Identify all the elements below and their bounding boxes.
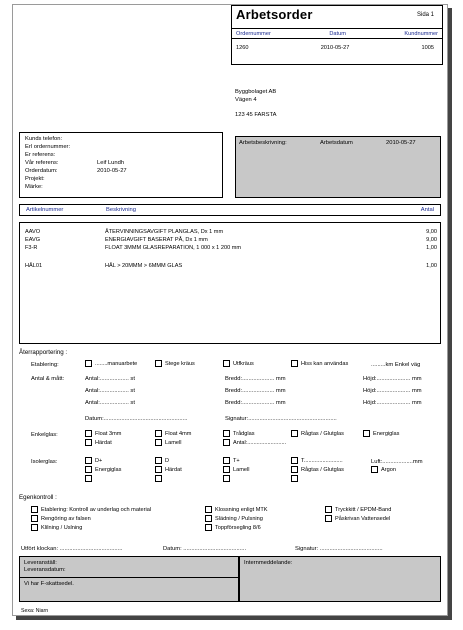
checkbox[interactable] (223, 457, 230, 464)
option-label: Härdat (95, 439, 112, 446)
hojd-field[interactable]: Höjd:..................... mm (363, 400, 422, 406)
checkbox[interactable] (205, 506, 212, 513)
info-value: Leif Lundh (97, 160, 125, 166)
info-label: Vår referens: (25, 160, 59, 166)
option-label: Energiglas (95, 466, 122, 473)
article-number: F3-R (25, 245, 38, 251)
delivery-box (19, 556, 239, 602)
checkbox[interactable] (155, 466, 162, 473)
option-label: Klilning / Uslning (41, 524, 83, 531)
document-title: Arbetsorder (236, 7, 313, 22)
etablering-label: Etablering: (31, 362, 59, 368)
option-label: Float 4mm (165, 430, 192, 437)
header-columns (232, 28, 442, 39)
article-desc: ÅTERVINNINGSAVGIFT PLANGLAS, Dx 1 mm (105, 229, 224, 235)
option-label: Toppförsegling 8/6 (215, 524, 261, 531)
checkbox[interactable] (155, 475, 162, 482)
checkbox[interactable] (223, 439, 230, 446)
option-label: Float 3mm (95, 430, 122, 437)
option-label: Härdat (165, 466, 182, 473)
option-label: T+ (233, 457, 240, 464)
info-label: Erl ordernummer: (25, 144, 71, 150)
col-beskrivning: Beskrivning (106, 207, 136, 213)
footer-datum-field[interactable]: Datum: ....................................... (163, 546, 247, 552)
antal-label: Antal & mått: (31, 376, 65, 382)
article-qty: 1,00 (426, 245, 437, 251)
checkbox[interactable] (31, 515, 38, 522)
checkbox[interactable] (325, 506, 332, 513)
work-order-page (12, 4, 448, 616)
f-skatt-note: Vi har F-skattsedel. (24, 581, 74, 587)
aterrapp-title: Återrapportering : (19, 349, 68, 356)
footer-signatur-field[interactable]: Signatur: ....................................... (295, 546, 383, 552)
option-label: Rengöring av falsen (41, 515, 91, 522)
checkbox[interactable] (155, 439, 162, 446)
divider (20, 577, 238, 578)
article-number: AAVO (25, 229, 41, 235)
internal-message-box (239, 556, 441, 602)
option-label: Slädning / Pulsning (215, 515, 263, 522)
option-label: Rågtas / Glutglas (301, 430, 344, 437)
option-label: T......................... (301, 457, 343, 464)
antal-field[interactable]: Antal:.................. st (85, 376, 135, 382)
info-label: Kunds telefon: (25, 136, 63, 142)
option-label: Antal:......................... (233, 439, 287, 446)
checkbox[interactable] (223, 475, 230, 482)
order-info-box (19, 132, 223, 198)
work-date-value: 2010-05-27 (386, 140, 416, 146)
option-label: Stege kräus (165, 360, 195, 367)
option-label: D+ (95, 457, 103, 464)
article-number: HÅL01 (25, 263, 43, 269)
checkbox[interactable] (31, 524, 38, 531)
work-date-label: Arbetsdatum (320, 140, 353, 146)
article-desc: HÅL > 20MMM > 6MMM GLAS (105, 263, 183, 269)
articles-header (19, 204, 441, 216)
option-label: Tryckkitt / EPDM-Band (335, 506, 392, 513)
checkbox[interactable] (291, 466, 298, 473)
address-line: Vägen 4 (235, 96, 257, 103)
col-datum: Datum (329, 31, 346, 37)
work-description-box (235, 136, 441, 198)
utfort-field[interactable]: Utfört klockan: ....................................... (21, 546, 123, 552)
header-values (232, 45, 442, 51)
signatur-field[interactable]: Signatur:....................................................... (225, 416, 337, 422)
page-label: Sida 1 (416, 12, 434, 18)
checkbox[interactable] (325, 515, 332, 522)
checkbox[interactable] (155, 360, 162, 367)
checkbox[interactable] (85, 475, 92, 482)
option-label: Utfkräus (233, 360, 254, 367)
km-field[interactable]: .........km Enkel väg (371, 362, 421, 368)
order-header-box (231, 5, 443, 65)
option-label: Hiss kan användas (301, 360, 349, 367)
order-date: 2010-05-27 (320, 45, 350, 51)
article-qty: 1,00 (426, 263, 437, 269)
leveransdatum-label: Leveransdatum: (24, 567, 66, 573)
option-label: Påskrivan Vattensedel (335, 515, 391, 522)
checkbox[interactable] (85, 430, 92, 437)
option-label: Klossning enligt MTK (215, 506, 268, 513)
checkbox[interactable] (291, 457, 298, 464)
bredd-field[interactable]: Bredd:.................... mm (225, 388, 286, 394)
checkbox[interactable] (31, 506, 38, 513)
intern-label: Internmeddelande: (244, 560, 293, 566)
customer-address (235, 89, 276, 120)
work-desc-label: Arbetsbeskrivning: (239, 140, 287, 146)
option-label: Rågtas / Glutglas (301, 466, 344, 473)
article-desc: ENERGIAVGIFT BASERAT PÅ, Dx 1 mm (105, 237, 208, 243)
hojd-field[interactable]: Höjd:..................... mm (363, 376, 422, 382)
info-label: Projekt: (25, 176, 45, 182)
checkbox[interactable] (363, 430, 370, 437)
col-kundnummer: Kundnummer (404, 31, 438, 37)
antal-field[interactable]: Antal:.................. st (85, 388, 135, 394)
address-line: 123 45 FARSTA (235, 112, 277, 119)
info-label: Orderdatum: (25, 168, 58, 174)
option-label: Lamell (233, 466, 250, 473)
article-qty: 9,00 (426, 237, 437, 243)
checkbox[interactable] (205, 515, 212, 522)
egenkontroll-title: Egenkontroll : (19, 494, 57, 501)
enkelglas-label: Enkelglas: (31, 432, 58, 438)
datum-field[interactable]: Datum:.................................................... (85, 416, 188, 422)
option-label: Etablering: Kontroll av underlag och material (41, 506, 152, 513)
leverans-label: Leveranställ: (24, 560, 57, 566)
checkbox[interactable] (291, 475, 298, 482)
checkbox[interactable] (205, 524, 212, 531)
option-label: Trådglas (233, 430, 255, 437)
checkbox[interactable] (223, 466, 230, 473)
checkbox[interactable] (155, 430, 162, 437)
checkbox[interactable] (291, 430, 298, 437)
option-label: ........manuarbete (95, 360, 138, 367)
bredd-field[interactable]: Bredd:.................... mm (225, 400, 286, 406)
info-label: Er referens: (25, 152, 56, 158)
info-value: 2010-05-27 (97, 168, 127, 174)
option-label: Energiglas (373, 430, 400, 437)
col-ordernummer: Ordernummer (236, 31, 271, 37)
option-label: D (165, 457, 170, 464)
checkbox[interactable] (223, 360, 230, 367)
checkbox[interactable] (85, 457, 92, 464)
address-line (235, 105, 276, 113)
isolerglas-label: Isolerglas: (31, 459, 58, 465)
option-label: Argon (381, 466, 396, 473)
order-number: 1260 (236, 45, 249, 51)
articles-table (19, 222, 441, 344)
col-artikelnummer: Artikelnummer (26, 207, 64, 213)
article-qty: 9,00 (426, 229, 437, 235)
address-line: Byggbolaget AB (235, 89, 277, 95)
customer-number: 1005 (421, 45, 434, 51)
hojd-field[interactable]: Höjd:..................... mm (363, 388, 422, 394)
bottom-note: Sexa: Niarn (21, 608, 49, 614)
info-label: Märke: (25, 184, 43, 190)
col-antal: Antal (420, 207, 434, 213)
checkbox[interactable] (85, 439, 92, 446)
checkbox[interactable] (85, 466, 92, 473)
luft-field[interactable]: Luft:...................mm (371, 459, 423, 465)
checkbox[interactable] (291, 360, 298, 367)
checkbox[interactable] (85, 360, 92, 367)
bredd-field[interactable]: Bredd:.................... mm (225, 376, 286, 382)
checkbox[interactable] (371, 466, 378, 473)
antal-field[interactable]: Antal:.................. st (85, 400, 135, 406)
article-number: EAVG (25, 237, 41, 243)
checkbox[interactable] (155, 457, 162, 464)
option-label: Lamell (165, 439, 182, 446)
checkbox[interactable] (223, 430, 230, 437)
article-desc: FLOAT 3MMM GLASREPARATION, 1 000 x 1 200 mm (105, 245, 242, 251)
